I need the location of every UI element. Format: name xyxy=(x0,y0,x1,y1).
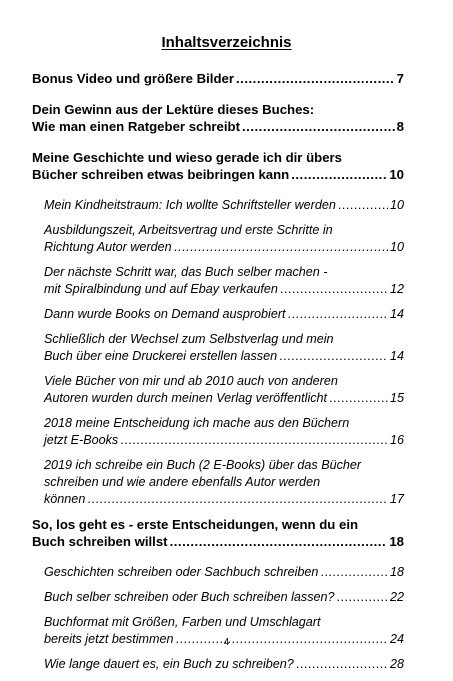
dot-leader xyxy=(338,197,388,214)
dot-leader xyxy=(120,432,388,449)
dot-leader xyxy=(291,166,387,183)
dot-leader xyxy=(279,348,388,365)
dot-leader xyxy=(242,118,395,135)
toc-entry-text: mit Spiralbindung und auf Ebay verkaufen xyxy=(44,282,278,296)
toc-entry-line xyxy=(44,331,404,348)
toc-entry-line xyxy=(32,533,404,550)
toc-entry-text: So, los geht es - erste Entscheidungen, wenn du ein xyxy=(32,517,359,532)
dot-leader xyxy=(170,533,388,550)
toc-section-entry[interactable] xyxy=(44,264,404,298)
toc-entry-text: Meine Geschichte und wieso gerade ich dir übers xyxy=(32,150,342,165)
toc-entry-line xyxy=(44,222,404,239)
dot-leader xyxy=(288,306,388,323)
dot-leader xyxy=(87,491,388,508)
toc-page-number: 15 xyxy=(389,391,404,405)
toc-page-number: 16 xyxy=(389,433,404,447)
toc-entry-line xyxy=(44,415,404,432)
toc-page-number: 24 xyxy=(389,632,404,646)
toc-entry-line xyxy=(44,589,404,606)
toc-page-number: 8 xyxy=(396,119,404,134)
toc-entry-text: Dann wurde Books on Demand ausprobiert xyxy=(44,307,286,321)
toc-entry-line xyxy=(44,656,404,673)
toc-page-number: 22 xyxy=(389,590,404,604)
dot-leader xyxy=(337,589,388,606)
toc-page-number: 10 xyxy=(389,198,404,212)
dot-leader xyxy=(174,239,388,256)
toc-page-number: 10 xyxy=(389,167,404,182)
page-title: Inhaltsverzeichnis xyxy=(161,34,292,51)
toc-chapter-entry[interactable] xyxy=(32,149,404,183)
toc-section-entry[interactable] xyxy=(44,373,404,407)
page-number: 4 xyxy=(223,637,230,648)
toc-entry-line xyxy=(32,118,404,135)
toc-entry-text: Buchformat mit Größen, Farben und Umschlagart xyxy=(44,615,321,629)
toc-entry-line xyxy=(44,390,404,407)
toc-entry-text: Geschichten schreiben oder Sachbuch schreiben xyxy=(44,565,319,579)
toc-entry-text: Dein Gewinn aus der Lektüre dieses Buches: xyxy=(32,102,315,117)
toc-section-entry[interactable] xyxy=(44,222,404,256)
toc-section-entry[interactable] xyxy=(44,306,404,323)
toc-section-entry[interactable] xyxy=(44,656,404,673)
toc-entry-text: Richtung Autor werden xyxy=(44,240,172,254)
toc-entry-text: Bonus Video und größere Bilder xyxy=(32,71,234,86)
dot-leader xyxy=(236,70,395,87)
toc-entry-text: bereits jetzt bestimmen xyxy=(44,632,174,646)
toc-entry-line xyxy=(32,149,404,166)
toc-entry-line xyxy=(44,197,404,214)
toc-entry-text: 2018 meine Entscheidung ich mache aus den Büchern xyxy=(44,416,350,430)
toc-entry-line xyxy=(44,457,404,474)
toc-page-number: 12 xyxy=(389,282,404,296)
dot-leader xyxy=(320,564,388,581)
toc-entry-line xyxy=(32,101,404,118)
toc-entry-line xyxy=(44,264,404,281)
toc-entry-text: Buch schreiben willst xyxy=(32,534,168,549)
toc-section-entry[interactable] xyxy=(44,457,404,508)
toc-page-number: 14 xyxy=(389,307,404,321)
toc-page-number: 10 xyxy=(389,240,404,254)
toc-page-number: 18 xyxy=(389,565,404,579)
toc-page-number: 28 xyxy=(389,657,404,671)
toc-page-number: 7 xyxy=(396,71,404,86)
toc-entry-line xyxy=(44,564,404,581)
toc-entry-line xyxy=(44,239,404,256)
toc-entry-line xyxy=(32,516,404,533)
toc-entry-text: Ausbildungszeit, Arbeitsvertrag und erste Schritte in xyxy=(44,223,333,237)
toc-page-number: 17 xyxy=(389,492,404,506)
toc-entry-text: schreiben und wie andere ebenfalls Autor werden xyxy=(44,475,321,489)
toc-page-number: 18 xyxy=(389,534,404,549)
toc-entry-line xyxy=(44,614,404,631)
dot-leader xyxy=(329,390,388,407)
toc-section-entry[interactable] xyxy=(44,589,404,606)
toc-entry-text: Viele Bücher von mir und ab 2010 auch von anderen xyxy=(44,374,338,388)
toc-section-entry[interactable] xyxy=(44,564,404,581)
toc-entry-text: können xyxy=(44,492,86,506)
toc-entry-line xyxy=(44,373,404,390)
toc-section-entry[interactable] xyxy=(44,197,404,214)
toc-entry-text: Mein Kindheitstraum: Ich wollte Schriftsteller werden xyxy=(44,198,336,212)
toc-entry-text: 2019 ich schreibe ein Buch (2 E-Books) über das Bücher xyxy=(44,458,362,472)
dot-leader xyxy=(296,656,388,673)
toc-entry-text: Autoren wurden durch meinen Verlag veröffentlicht xyxy=(44,391,328,405)
table-of-contents xyxy=(32,70,404,681)
toc-entry-text: Wie lange dauert es, ein Buch zu schreiben? xyxy=(44,657,294,671)
toc-chapter-entry[interactable] xyxy=(32,101,404,135)
toc-entry-line xyxy=(44,432,404,449)
toc-page-number: 14 xyxy=(389,349,404,363)
toc-entry-text: Buch über eine Druckerei erstellen lassen xyxy=(44,349,278,363)
toc-entry-line xyxy=(44,491,404,508)
toc-entry-text: jetzt E-Books xyxy=(44,433,119,447)
toc-entry-text: Der nächste Schritt war, das Buch selber machen - xyxy=(44,265,328,279)
toc-chapter-entry[interactable] xyxy=(32,516,404,550)
toc-section-entry[interactable] xyxy=(44,415,404,449)
toc-entry-line xyxy=(32,70,404,87)
toc-entry-line xyxy=(44,306,404,323)
toc-entry-text: Schließlich der Wechsel zum Selbstverlag und mein xyxy=(44,332,334,346)
toc-entry-line xyxy=(32,166,404,183)
toc-entry-line xyxy=(44,474,404,491)
toc-entry-text: Buch selber schreiben oder Buch schreiben lassen? xyxy=(44,590,335,604)
toc-section-entry[interactable] xyxy=(44,331,404,365)
toc-entry-line xyxy=(44,281,404,298)
toc-chapter-entry[interactable] xyxy=(32,70,404,87)
toc-entry-text: Wie man einen Ratgeber schreibt xyxy=(32,119,241,134)
toc-entry-line xyxy=(44,348,404,365)
toc-entry-text: Bücher schreiben etwas beibringen kann xyxy=(32,167,290,182)
dot-leader xyxy=(280,281,388,298)
